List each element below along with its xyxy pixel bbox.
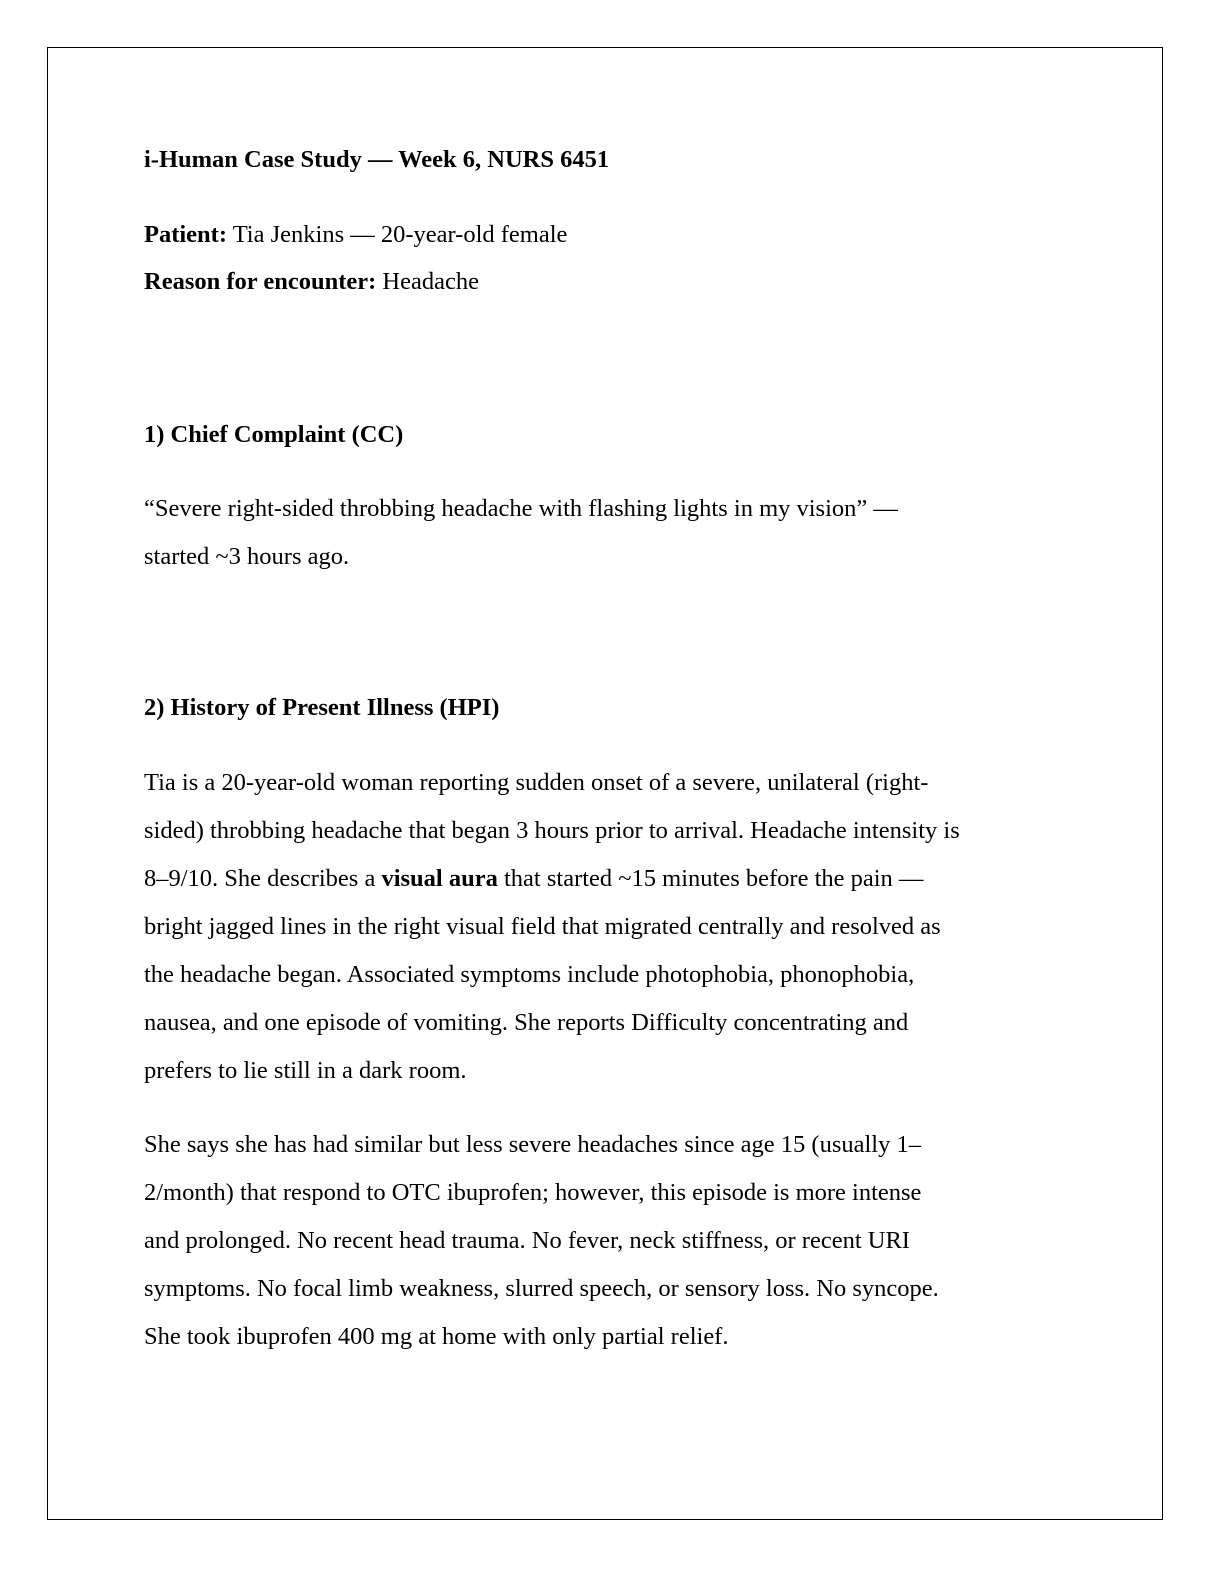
patient-value: Tia Jenkins — 20-year-old female — [232, 221, 568, 248]
reason-label: Reason for encounter: — [144, 268, 377, 295]
cc-text-line: “Severe right-sided throbbing headache with flashing lights in my vision” — — [144, 495, 898, 522]
hpi-p2-line: She says she has had similar but less severe headaches since age 15 (usually 1– — [144, 1131, 921, 1158]
hpi-heading: 2) History of Present Illness (HPI) — [144, 694, 500, 721]
hpi-p1-line: the headache began. Associated symptoms include photophobia, phonophobia, — [144, 961, 915, 988]
hpi-p1-line: nausea, and one episode of vomiting. She reports Difficulty concentrating and — [144, 1009, 909, 1036]
hpi-p2-line: 2/month) that respond to OTC ibuprofen; however, this episode is more intense — [144, 1179, 922, 1206]
reason-line — [144, 267, 479, 297]
document-title: i-Human Case Study — Week 6, NURS 6451 — [144, 146, 610, 173]
hpi-p1-line: sided) throbbing headache that began 3 hours prior to arrival. Headache intensity is — [144, 817, 960, 844]
hpi-p2-line: and prolonged. No recent head trauma. No fever, neck stiffness, or recent URI — [144, 1227, 910, 1254]
hpi-p1-line: prefers to lie still in a dark room. — [144, 1057, 467, 1084]
hpi-p1-text: that started ~15 minutes before the pain — — [497, 865, 924, 892]
reason-value: Headache — [382, 268, 479, 295]
hpi-p1-line: Tia is a 20-year-old woman reporting sudden onset of a severe, unilateral (right- — [144, 769, 929, 796]
hpi-p2-line: symptoms. No focal limb weakness, slurred speech, or sensory loss. No syncope. — [144, 1275, 939, 1302]
cc-heading: 1) Chief Complaint (CC) — [144, 421, 404, 448]
visual-aura-emphasis: visual aura — [381, 865, 498, 892]
hpi-p1-line: bright jagged lines in the right visual field that migrated centrally and resolved as — [144, 913, 941, 940]
patient-label: Patient: — [144, 221, 227, 248]
cc-text-line: started ~3 hours ago. — [144, 543, 350, 570]
hpi-p2-line: She took ibuprofen 400 mg at home with only partial relief. — [144, 1323, 729, 1350]
hpi-p1-line — [144, 864, 923, 894]
patient-line — [144, 220, 567, 250]
hpi-p1-text: 8–9/10. She describes a — [144, 865, 382, 892]
